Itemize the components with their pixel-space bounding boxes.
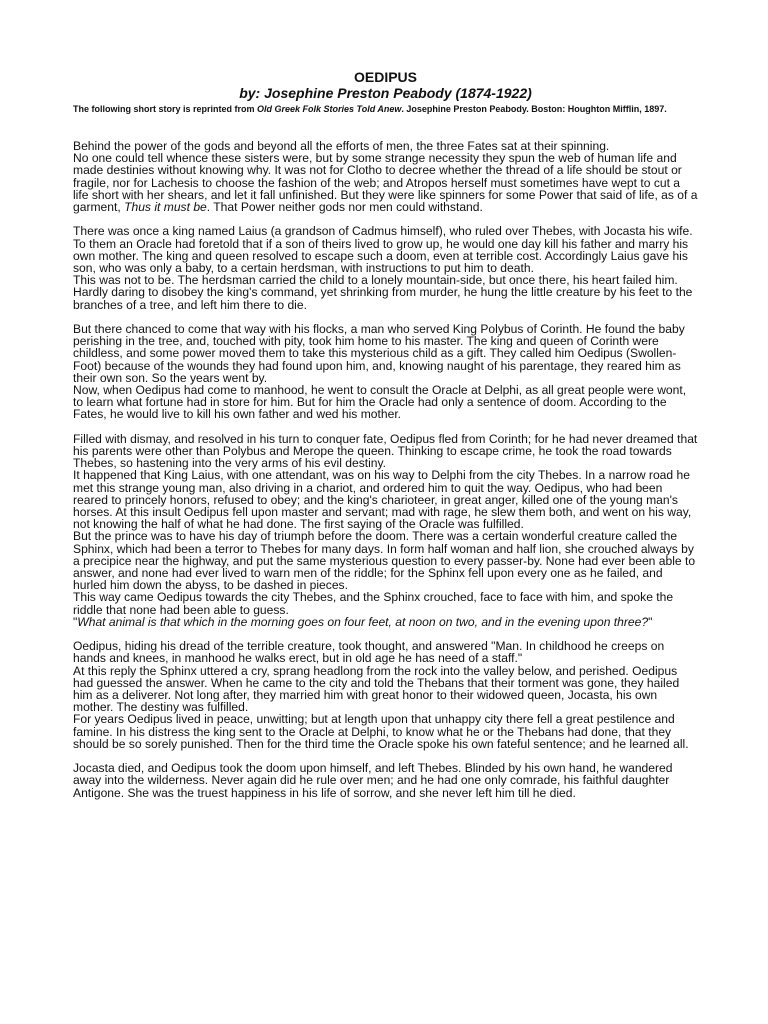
italic-text-run: Thus it must be [124,200,207,215]
text-run: This way came Oedipus towards the city Thebes, and the Sphinx crouched, face to face with him, and spoke the riddle that none had been able to guess. [73,590,674,617]
story-paragraph [73,323,698,421]
text-run: It happened that King Laius, with one attendant, was on his way to Delphi from the city Thebes. In a narrow road he met this strange young man, also driving in a chariot, and ordered him to quit the way. Oedipus, who had been reared to princely honors, refused to obey; and the king's charioteer, in great anger, killed one of the young man's horses. At this insult Oedipus fell upon master and servant; mad with rage, he slew them both, and went on his way, not knowing the half of what he had done. The first saying of the Oracle was fulfilled. [73,468,692,532]
text-run: This was not to be. The herdsman carried the child to a lonely mountain-side, but once there, his heart failed him. Hardly daring to disobey the king's command, yet shrinking from murder, he hung the little creature by his feet to the branches of a tree, and left him there to die. [73,273,693,312]
text-run: No one could tell whence these sisters were, but by some strange necessity they spun the web of human life and made destinies without knowing why. It was not for Clotho to decree whether the thread of a life should be stout or fragile, nor for Lachesis to choose the fashion of the web; and Atropos herself must sometimes have wept to cut a life short with her shears, and let it fall unfinished. But they were like spinners for some Power that said of life, as of a garment, [73,151,698,215]
paragraph-text [73,616,698,628]
story-paragraph [73,762,698,799]
text-run: Filled with dismay, and resolved in his turn to conquer fate, Oedipus fled from Corinth; for he had never dreamed that his parents were other than Polybus and Merope the queen. Thinking to escape crime, he took the road towards Thebes, so hastening into the very arms of his evil destiny. [73,431,698,471]
text-run: There was once a king named Laius (a grandson of Cadmus himself), who ruled over Thebes, with Jocasta his wife. To them an Oracle had foretold that if a son of theirs lived to grow up, he would one day kill his father and marry his own mother. The king and queen resolved to escape such a doom, even at terrible cost. Accordingly Laius gave his son, who was only a baby, to a certain herdsman, with instructions to put him to death. [73,224,693,276]
paragraph-text [73,530,698,591]
paragraph-text [73,274,698,311]
text-run: . That Power neither gods nor men could withstand. [206,200,483,215]
paragraph-text [73,225,698,274]
source-suffix: . Josephine Preston Peabody. Boston: Houghton Mifflin, 1897. [401,104,667,114]
paragraph-text [73,469,698,530]
source-note [73,103,698,115]
story-paragraph [73,640,698,750]
story-body [73,140,698,799]
text-run: For years Oedipus lived in peace, unwitting; but at length upon that unhappy city there fell a great pestilence and famine. In his distress the king sent to the Oracle at Delphi, to know what he or the Thebans had done, that they should be so sorely punished. Then for the third time the Oracle spoke his own fateful sentence; and he learned all. [73,712,689,751]
paragraph-text [73,152,698,213]
text-run: But the prince was to have his day of triumph before the doom. There was a certain wonderful creature called the Sphinx, which had been a terror to Thebes for many days. In form half woman and half lion, she crouched always by a precipice near the highway, and put the same mysterious question to every passer-by. None had ever been able to answer, and none had ever lived to warn men of the riddle; for the Sphinx fell upon every one as he failed, and hurled him down the abyss, to be dashed in pieces. [73,529,696,593]
paragraph-text [73,713,698,750]
story-paragraph [73,140,698,213]
author-byline: by: Josephine Preston Peabody (1874-1922) [239,85,532,101]
document-page [73,69,698,811]
story-title: OEDIPUS [353,69,417,85]
text-run: Now, when Oedipus had come to manhood, he went to consult the Oracle at Delphi, as all great people were wont, to learn what fortune had in store for him. But for him the Oracle had only a sentence of doom. According to the Fates, he would live to kill his own father and wed his mother. [73,383,687,422]
source-book-title: Old Greek Folk Stories Told Anew [257,104,402,114]
paragraph-text [73,433,698,470]
text-run: " [648,614,653,629]
paragraph-text [73,323,698,384]
text-run: Oedipus, hiding his dread of the terrible creature, took thought, and answered "Man. In childhood he creeps on hands and knees, in manhood he walks erect, but in old age he has need of a staff." [73,639,665,666]
story-paragraph [73,433,698,628]
paragraph-text [73,665,698,714]
source-prefix: The following short story is reprinted from [73,104,258,114]
paragraph-text [73,384,698,421]
text-run: At this reply the Sphinx uttered a cry, sprang headlong from the rock into the valley below, and perished. Oedipus had guessed the answer. When he came to the city and told the Thebans that their torment was gone, they hailed him as a deliverer. Not long after, they married him with great honor to their widowed queen, Jocasta, his own mother. The destiny was fulfilled. [73,663,680,715]
story-paragraph [73,225,698,310]
paragraph-text [73,640,698,664]
text-run: But there chanced to come that way with his flocks, a man who served King Polybus of Corinth. He found the baby perishing in the tree, and, touched with pity, took him home to his master. The king and queen of Corinth were childless, and some power moved them to take this mysterious child as a gift. They called him Oedipus (Swollen-Foot) because of the wounds they had found upon him, and, knowing naught of his parentage, they reared him as their own son. So the years went by. [73,322,685,385]
text-run: " [73,614,78,629]
italic-text-run: What animal is that which in the morning goes on four feet, at noon on two, and in the evening upon three? [77,614,649,629]
text-run: Behind the power of the gods and beyond all the efforts of men, the three Fates sat at their spinning. [73,139,610,153]
text-run: Jocasta died, and Oedipus took the doom upon himself, and left Thebes. Blinded by his own hand, he wandered away into the wilderness. Never again did he rule over men; and he had one only comrade, his faithful daughter Antigone. She was the truest happiness in his life of sorrow, and she never left him till he died. [73,761,673,800]
paragraph-text [73,762,698,799]
paragraph-text [73,591,698,615]
